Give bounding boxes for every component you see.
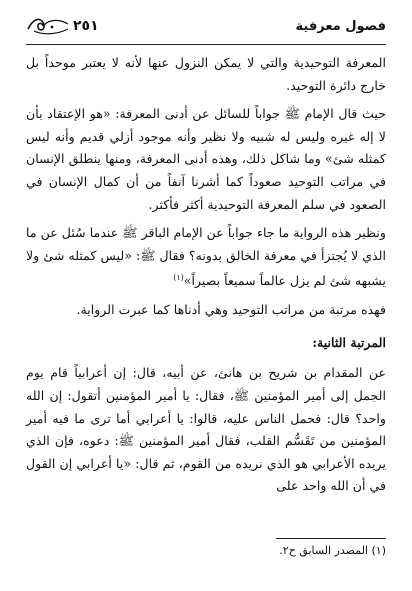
paragraph-1: المعرفة التوحيدية والتي لا يمكن النزول عنها لأنه لا يعتبر موحداً بل خارج دائرة التوحيد. bbox=[26, 55, 386, 93]
main-text bbox=[26, 52, 386, 504]
header-divider bbox=[26, 44, 386, 45]
footnote-reference[interactable]: (١) bbox=[173, 273, 184, 283]
page-number-ornament bbox=[26, 15, 99, 37]
paragraph-5: عن المقدام بن شريح بن هانئ، عن أبيه، قال: إن أعرابياً قام يوم الجمل إلى أمير المؤمنين ﷺ، فقال: يا أمير المؤمنين أتقول: إن الله واحد؟ قال: فحمل الناس عليه، قالوا: يا أعرابي أما ترى ما فيه أمير المؤمنين من تَقَسُّم القلب، فقال أمير المؤمنين ﷺ: دعوه، فإن الذي يريده الأعرابي هو الذي نريده من القوم، ثم قال: «يا أعرابي إن القول في أن الله واحد على bbox=[26, 365, 386, 494]
flourish-icon bbox=[26, 15, 70, 37]
paragraph-4: فهذه مرتبة من مراتب التوحيد وهي أدناها كما عبرت الرواية. bbox=[76, 302, 386, 318]
section-heading: المرتبة الثانية: bbox=[312, 334, 386, 350]
page-header bbox=[26, 6, 386, 46]
paragraph-2: حيث قال الإمام ﷺ جواباً للسائل عن أدنى المعرفة: «هو الإعتقاد بأن لا إله غيره وليس له شبيه ولا نظير وأنه موجود أزلي قديم وأنه ليس كمثله شئ» وما شاكل ذلك، وهذه أدنى المعرفة، ومنها ينطلق الإنسان في مراتب التوحيد صعوداً كما أشرنا آنفاً من أن كمال الإنسان في الصعود في سلم المعرفة التوحيدية أكثر فأكثر. bbox=[26, 106, 386, 212]
paragraph-3-text: ونظير هذه الرواية ما جاء جواباً عن الإمام الباقر ﷺ عندما سُئل عن ما الذي لا يُجتزأ في معرفة الخالق بدونه؟ فقال ﷺ: «ليس كمثله شئ ولا يشبهه شئ لم يزل عالماً سميعاً بصيراً» bbox=[26, 225, 386, 289]
running-title: فصول معرفية bbox=[295, 18, 386, 34]
footnote: (١) المصدر السابق ح٢. bbox=[279, 544, 386, 557]
footnote-divider bbox=[276, 538, 386, 539]
paragraph-3 bbox=[26, 222, 386, 293]
page-number: ٢٥١ bbox=[73, 18, 99, 34]
